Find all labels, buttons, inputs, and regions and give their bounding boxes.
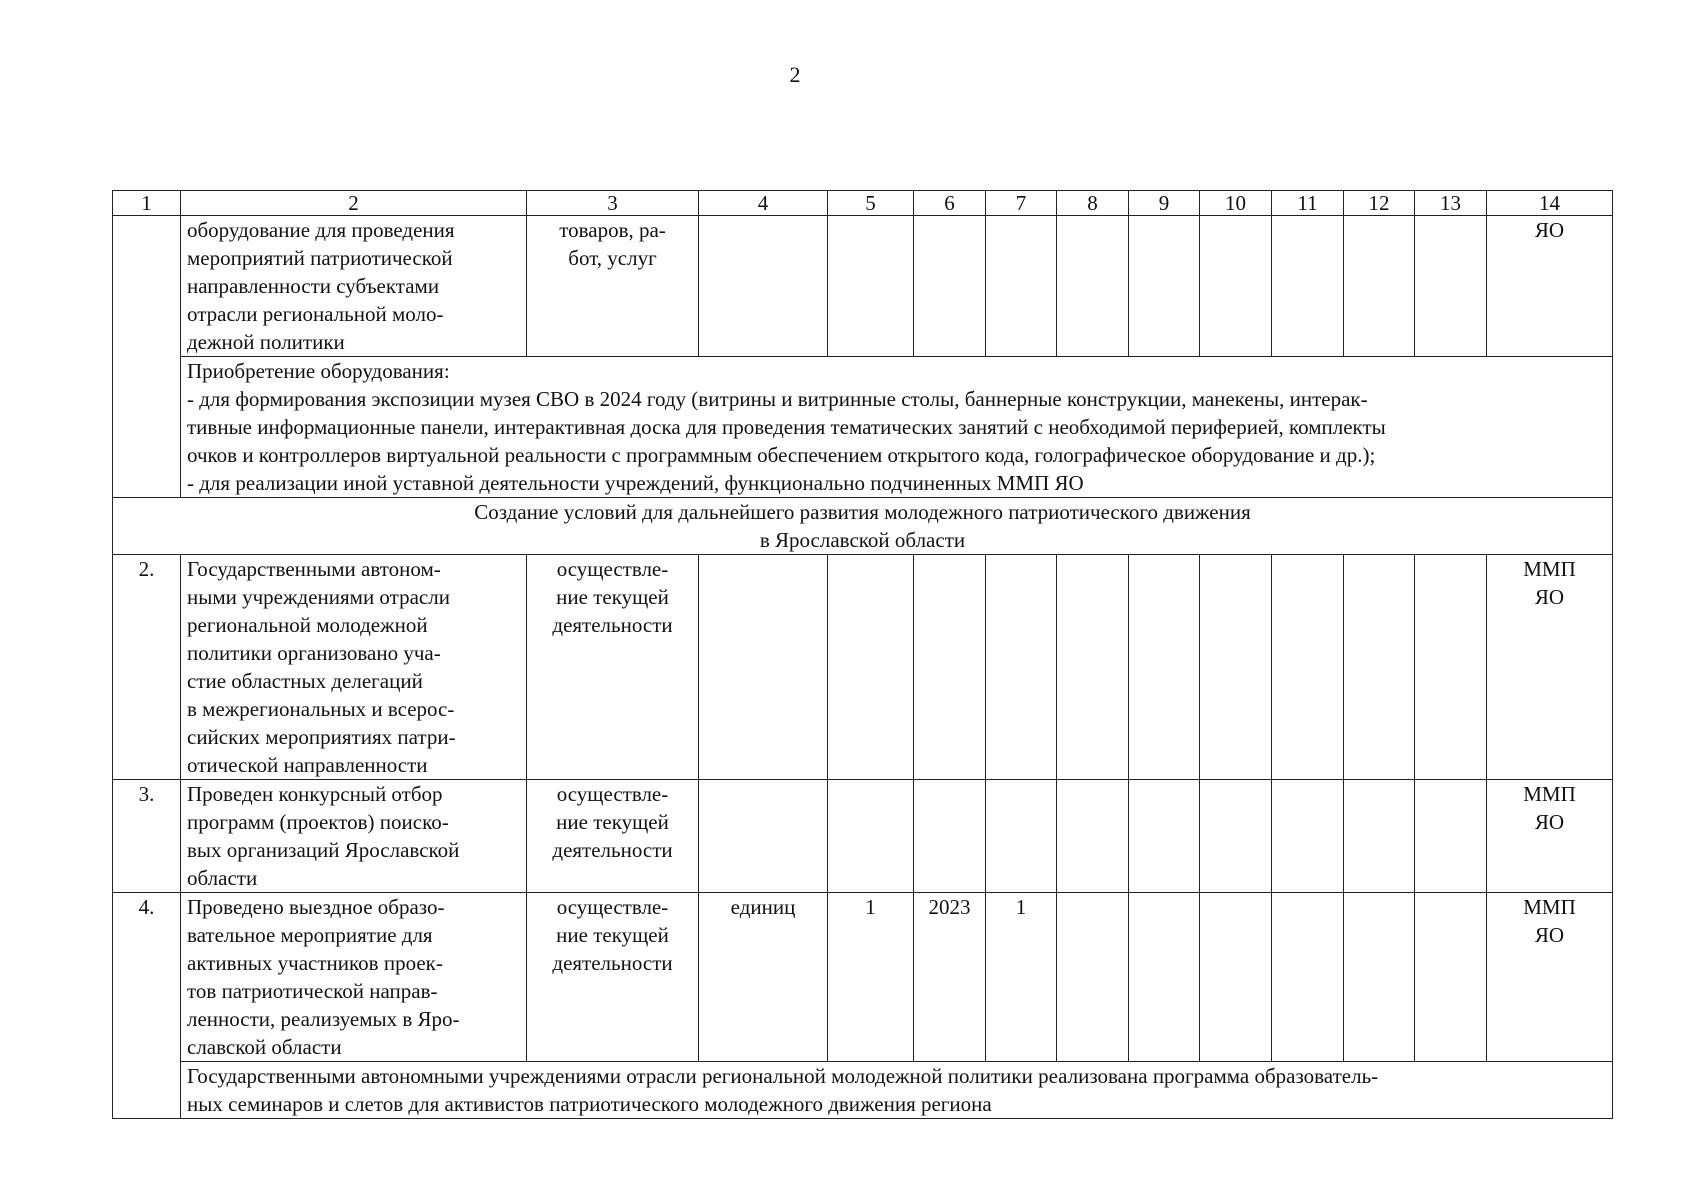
num-cell: 3. (113, 780, 181, 893)
unit-cell (699, 555, 828, 780)
empty-cell (1057, 893, 1129, 1062)
empty-cell (1129, 216, 1200, 357)
text-line: деятельности (552, 838, 673, 862)
text-line: тов патриотической направ- (187, 979, 438, 1003)
header-cell: 8 (1057, 191, 1129, 216)
header-cell: 10 (1200, 191, 1272, 216)
name-cell (181, 893, 527, 1062)
empty-cell (1129, 780, 1200, 893)
value-cell (986, 555, 1057, 780)
text-line: мероприятий патриотической (187, 246, 453, 270)
text-line: отической направленности (187, 753, 428, 777)
text-line: политики организовано уча- (187, 641, 441, 665)
empty-cell (1200, 555, 1272, 780)
empty-cell (1200, 780, 1272, 893)
empty-cell (1272, 893, 1344, 1062)
text-line: ние текущей (556, 810, 669, 834)
base-year-cell (914, 780, 986, 893)
empty-cell (1272, 555, 1344, 780)
equipment-note-row (113, 357, 1613, 498)
text-line: ние текущей (556, 923, 669, 947)
responsible-cell (1487, 555, 1613, 780)
text-line: Проведен конкурсный отбор (187, 782, 443, 806)
table-row (113, 893, 1613, 1062)
name-cell (181, 555, 527, 780)
value-cell (986, 780, 1057, 893)
empty-cell (1272, 780, 1344, 893)
header-cell: 12 (1344, 191, 1415, 216)
empty-cell (1415, 893, 1487, 1062)
header-cell: 14 (1487, 191, 1613, 216)
name-cell (181, 780, 527, 893)
table-row (113, 780, 1613, 893)
text-line: ными учреждениями отрасли (187, 585, 450, 609)
note-line: тивные информационные панели, интерактивная доска для проведения тематических занятий с необходимой периферией, комплекты (187, 415, 1386, 439)
empty-cell (1272, 216, 1344, 357)
responsible-cell (1487, 893, 1613, 1062)
text-line: осуществле- (556, 557, 669, 581)
text-line: Проведено выездное образо- (187, 895, 445, 919)
unit-cell (699, 780, 828, 893)
note-line: Приобретение оборудования: (187, 359, 450, 383)
header-cell: 3 (527, 191, 699, 216)
note-line: - для формирования экспозиции музея СВО в 2024 году (витрины и витринные столы, баннерные конструкции, манекены, интерак- (187, 387, 1368, 411)
base-value-cell: 1 (828, 893, 914, 1062)
responsible-cell (1487, 216, 1613, 357)
text-line: области (187, 866, 258, 890)
section-row (113, 498, 1613, 555)
text-line: бот, услуг (568, 246, 657, 270)
note-line: - для реализации иной уставной деятельности учреждений, функционально подчиненных ММП ЯО (187, 471, 1084, 495)
equipment-note (181, 357, 1613, 498)
empty-cell (1415, 780, 1487, 893)
empty-cell (1344, 216, 1415, 357)
note-line: ных семинаров и слетов для активистов патриотического молодежного движения региона (187, 1092, 992, 1116)
final-note (181, 1062, 1613, 1119)
type-cell (527, 216, 699, 357)
text-line: ММП (1523, 895, 1576, 919)
text-line: ММП (1523, 557, 1576, 581)
text-line: осуществле- (556, 782, 669, 806)
type-cell (527, 893, 699, 1062)
empty-cell (1344, 893, 1415, 1062)
responsible-cell (1487, 780, 1613, 893)
header-cell: 4 (699, 191, 828, 216)
value-cell: 1 (986, 893, 1057, 1062)
empty-cell (1200, 216, 1272, 357)
text-line: деятельности (552, 613, 673, 637)
type-cell (527, 780, 699, 893)
header-cell: 9 (1129, 191, 1200, 216)
empty-cell (1057, 216, 1129, 357)
text-line: ленности, реализуемых в Яро- (187, 1007, 460, 1031)
table-row (113, 555, 1613, 780)
section-title (113, 498, 1613, 555)
measures-table (112, 190, 1613, 1119)
empty-cell (1415, 555, 1487, 780)
empty-cell (1129, 893, 1200, 1062)
text-line: товаров, ра- (559, 218, 666, 242)
text-line: вательное мероприятие для (187, 923, 433, 947)
header-cell: 5 (828, 191, 914, 216)
num-cell: 2. (113, 555, 181, 780)
base-year-cell: 2023 (914, 893, 986, 1062)
empty-cell (1057, 555, 1129, 780)
base-value-cell (828, 555, 914, 780)
empty-cell (699, 216, 828, 357)
text-line: Государственными автоном- (187, 557, 441, 581)
text-line: ЯО (1534, 218, 1565, 242)
header-cell: 11 (1272, 191, 1344, 216)
text-line: вых организаций Ярославской (187, 838, 460, 862)
text-line: программ (проектов) поиско- (187, 810, 449, 834)
header-cell: 6 (914, 191, 986, 216)
unit-cell: единиц (699, 893, 828, 1062)
text-line: активных участников проек- (187, 951, 443, 975)
text-line: сийских мероприятиях патри- (187, 725, 456, 749)
text-line: в межрегиональных и всерос- (187, 697, 455, 721)
empty-cell (986, 216, 1057, 357)
base-value-cell (828, 780, 914, 893)
section-line: Создание условий для дальнейшего развития молодежного патриотического движения (474, 500, 1251, 524)
empty-cell (828, 216, 914, 357)
text-line: ММП (1523, 782, 1576, 806)
text-line: направленности субъектами (187, 274, 440, 298)
text-line: оборудование для проведения (187, 218, 455, 242)
text-line: ние текущей (556, 585, 669, 609)
text-line: отрасли региональной моло- (187, 302, 444, 326)
num-cell (113, 216, 181, 498)
header-cell: 2 (181, 191, 527, 216)
note-line: Государственными автономными учреждениями отрасли региональной молодежной политики реализована программа образователь- (187, 1064, 1379, 1088)
empty-cell (914, 216, 986, 357)
type-cell (527, 555, 699, 780)
continued-row (113, 216, 1613, 357)
header-cell: 13 (1415, 191, 1487, 216)
header-cell: 1 (113, 191, 181, 216)
base-year-cell (914, 555, 986, 780)
empty-cell (1200, 893, 1272, 1062)
header-row (113, 191, 1613, 216)
text-line: дежной политики (187, 330, 345, 354)
empty-cell (1344, 780, 1415, 893)
note-line: очков и контроллеров виртуальной реальности с программным обеспечением открытого кода, голографическое оборудование и др.); (187, 443, 1376, 467)
text-line: деятельности (552, 951, 673, 975)
empty-cell (1344, 555, 1415, 780)
text-line: славской области (187, 1035, 342, 1059)
text-line: осуществле- (556, 895, 669, 919)
text-line: региональной молодежной (187, 613, 428, 637)
name-cell (181, 216, 527, 357)
empty-cell (1057, 780, 1129, 893)
final-note-row (113, 1062, 1613, 1119)
empty-cell (1415, 216, 1487, 357)
text-line: ЯО (1534, 810, 1565, 834)
page-number: 2 (789, 62, 801, 87)
section-line: в Ярославской области (759, 528, 966, 552)
text-line: стие областных делегаций (187, 669, 423, 693)
empty-cell (1129, 555, 1200, 780)
num-cell: 4. (113, 893, 181, 1119)
text-line: ЯО (1534, 585, 1565, 609)
header-cell: 7 (986, 191, 1057, 216)
text-line: ЯО (1534, 923, 1565, 947)
